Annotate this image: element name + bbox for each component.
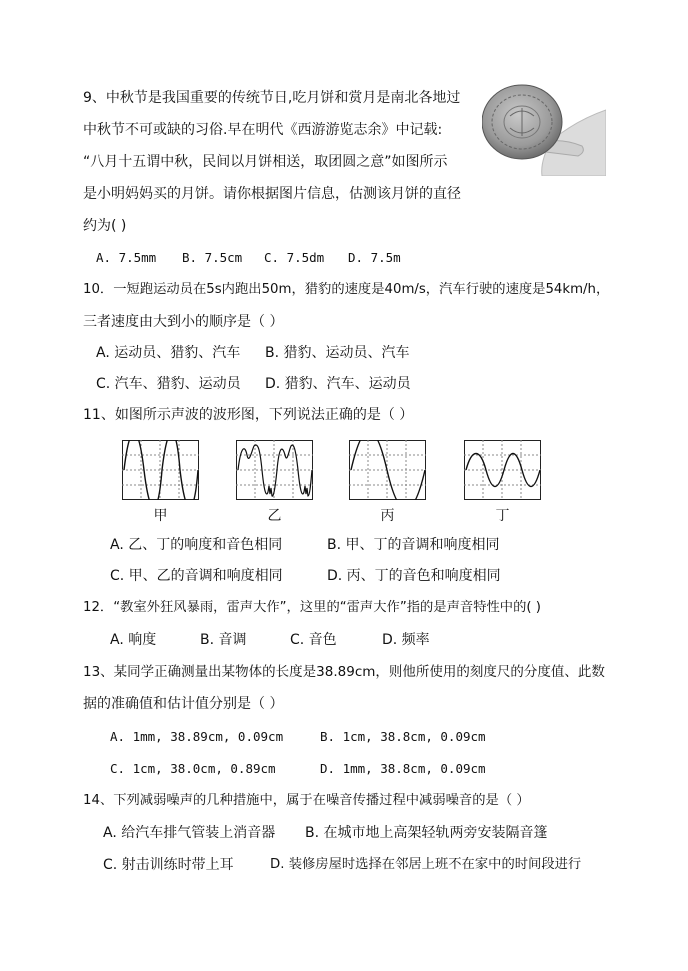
q10-line-2: 三者速度由大到小的顺序是（ ） [83,314,284,330]
q9-line-1: 9、中秋节是我国重要的传统节日,吃月饼和赏月是南北各地过 [83,90,461,106]
q12-option-b[interactable]: B. 音调 [200,632,247,648]
q9-option-a[interactable]: A. 7.5mm [96,250,157,265]
waveform-yi [236,440,313,500]
q12-option-d[interactable]: D. 频率 [382,632,430,648]
q12-option-a[interactable]: A. 响度 [110,632,157,648]
q10-option-b[interactable]: B. 猎豹、运动员、汽车 [265,345,410,361]
q12-option-c[interactable]: C. 音色 [290,632,337,648]
q11-stem: 11、如图所示声波的波形图，下列说法正确的是（ ） [83,407,414,423]
q10-option-d[interactable]: D. 猎豹、汽车、运动员 [265,376,411,392]
q10-line-1: 10．一短跑运动员在5s内跑出50m，猎豹的速度是40m/s，汽车行驶的速度是54km/h， [83,282,610,297]
waveform-label-ding: 丁 [495,508,510,524]
q13-option-b[interactable]: B. 1cm, 38.8cm, 0.09cm [320,729,486,744]
waveform-label-yi: 乙 [267,508,282,524]
q10-option-c[interactable]: C. 汽车、猎豹、运动员 [96,376,241,392]
q12-stem: 12．“教室外狂风暴雨，雷声大作”，这里的“雷声大作”指的是声音特性中的( ) [83,600,541,615]
waveform-jia [122,440,199,500]
q14-option-b[interactable]: B. 在城市地上高架轻轨两旁安装隔音篷 [305,825,548,841]
mooncake-photo [482,80,606,176]
q13-option-a[interactable]: A. 1mm, 38.89cm, 0.09cm [110,729,284,744]
q9-line-3: “八月十五谓中秋，民间以月饼相送，取团圆之意”如图所示 [83,154,448,170]
q14-option-a[interactable]: A. 给汽车排气管装上消音器 [103,825,276,841]
waveform-label-jia: 甲 [153,508,168,524]
q10-option-a[interactable]: A. 运动员、猎豹、汽车 [96,345,241,361]
q9-line-2: 中秋节不可或缺的习俗.早在明代《西游游览志余》中记载: [83,122,443,138]
waveform-ding [464,440,541,500]
q13-option-c[interactable]: C. 1cm, 38.0cm, 0.89cm [110,761,276,776]
q13-line-2: 据的准确值和估计值分别是（ ） [83,696,284,712]
q9-option-d[interactable]: D. 7.5m [348,250,401,265]
q14-option-d[interactable]: D. 装修房屋时选择在邻居上班不在家中的时间段进行 [270,857,582,872]
q11-option-a[interactable]: A. 乙、丁的响度和音色相同 [110,537,283,553]
q11-option-d[interactable]: D. 丙、丁的音色和响度相同 [327,568,501,584]
waveform-label-bing: 丙 [380,508,395,524]
q14-option-c[interactable]: C. 射击训练时带上耳 [103,857,234,873]
q9-option-c[interactable]: C. 7.5dm [264,250,325,265]
q13-option-d[interactable]: D. 1mm, 38.8cm, 0.09cm [320,761,486,776]
q9-option-b[interactable]: B. 7.5cm [182,250,243,265]
q11-option-b[interactable]: B. 甲、丁的音调和响度相同 [327,537,500,553]
q13-line-1: 13、某同学正确测量出某物体的长度是38.89cm，则他所使用的刻度尺的分度值、此数 [83,664,605,680]
q9-line-4: 是小明妈妈买的月饼。请你根据图片信息，估测该月饼的直径 [83,186,461,202]
q14-stem: 14、下列减弱噪声的几种措施中，属于在噪音传播过程中减弱噪音的是（ ） [83,793,530,808]
q9-line-5: 约为( ) [83,218,127,234]
waveform-bing [349,440,426,500]
q11-option-c[interactable]: C. 甲、乙的音调和响度相同 [110,568,283,584]
